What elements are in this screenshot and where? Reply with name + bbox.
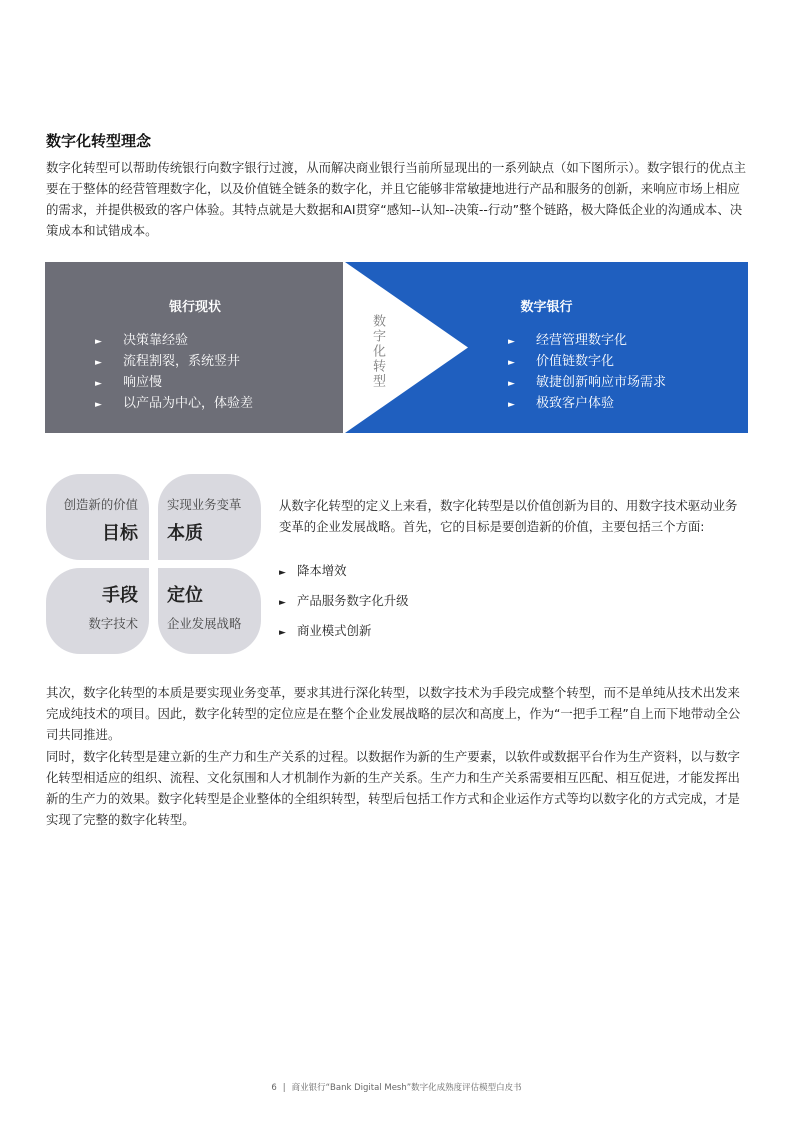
triangle-bullet-icon: ► — [508, 379, 515, 389]
digital-bank-title: 数字银行 — [520, 300, 573, 315]
triangle-bullet-icon: ► — [95, 358, 102, 368]
triangle-bullet-icon: ► — [508, 400, 515, 410]
list-item: ► 经营管理数字化 — [508, 331, 666, 352]
quadrant-heading: 手段 — [102, 585, 138, 606]
list-item: ► 产品服务数字化升级 — [279, 587, 409, 617]
triangle-bullet-icon: ► — [508, 337, 515, 347]
quadrant-caption: 实现业务变革 — [167, 497, 242, 512]
triangle-bullet-icon: ► — [95, 400, 102, 410]
footer-separator: | — [282, 1083, 286, 1093]
triangle-bullet-icon: ► — [508, 358, 515, 368]
triangle-bullet-icon: ► — [95, 337, 102, 347]
list-item: ► 价值链数字化 — [508, 352, 666, 373]
list-item: ► 决策靠经验 — [95, 331, 253, 352]
list-item: ► 商业模式创新 — [279, 617, 409, 647]
triangle-bullet-icon: ► — [279, 568, 286, 578]
triangle-bullet-icon: ► — [279, 598, 286, 608]
quadrant-heading: 本质 — [167, 523, 203, 544]
quadrant-caption: 数字技术 — [88, 616, 138, 631]
list-item: ► 以产品为中心，体验差 — [95, 394, 253, 415]
goal-list — [279, 557, 409, 647]
document-title: 商业银行“Bank Digital Mesh”数字化成熟度评估模型白皮书 — [291, 1083, 522, 1093]
transformation-diagram — [45, 262, 748, 433]
quadrant-caption: 企业发展战略 — [167, 616, 242, 631]
quadrant-essence — [158, 474, 261, 560]
current-bank-title: 银行现状 — [168, 300, 221, 315]
transition-arrow-icon — [343, 262, 469, 433]
list-item: ► 敏捷创新响应市场需求 — [508, 373, 666, 394]
triangle-bullet-icon: ► — [95, 379, 102, 389]
current-bank-list — [95, 331, 253, 415]
relations-paragraph: 同时，数字化转型是建立新的生产力和生产关系的过程。以数据作为新的生产要素，以软件或数据平台作为生产资料，以与数字化转型相适应的组织、流程、文化氛围和人才机制作为新的生产关系。生产力和生产关系需要相互匹配、相互促进，才能发挥出新的生产力的效果。数字化转型是企业整体的全组织转型，转型后包括工作方式和企业运作方式等均以数字化的方式完成，才是实现了完整的数字化转型。 — [46, 749, 740, 827]
definition-paragraph: 从数字化转型的定义上来看，数字化转型是以价值创新为目的、用数字技术驱动业务变革的企业发展战略。首先，它的目标是要创造新的价值，主要包括三个方面: — [279, 498, 738, 534]
quadrant-caption: 创造新的价值 — [63, 497, 138, 512]
intro-paragraph: 数字化转型可以帮助传统银行向数字银行过渡，从而解决商业银行当前所显现出的一系列缺点（如下图所示）。数字银行的优点主要在于整体的经营管理数字化，以及价值链全链条的数字化，并且它能够非常敏捷地进行产品和服务的创新，来响应市场上相应的需求，并提供极致的客户体验。其特点就是大数据和AI贯穿“感知--认知--决策--行动”整个链路，极大降低企业的沟通成本、决策成本和试错成本。 — [46, 160, 747, 238]
list-item: ► 流程割裂，系统竖井 — [95, 352, 253, 373]
transformation-label: 数字化转型 — [370, 314, 385, 389]
quadrant-heading: 定位 — [167, 585, 203, 606]
quadrant-positioning — [158, 568, 261, 654]
list-item: ► 极致客户体验 — [508, 394, 666, 415]
essence-paragraph: 其次，数字化转型的本质是要实现业务变革，要求其进行深化转型，以数字技术为手段完成整个转型，而不是单纯从技术出发来完成纯技术的项目。因此，数字化转型的定位应是在整个企业发展战略的层次和高度上，作为“一把手工程”自上而下地带动全公司共同推进。 — [46, 685, 741, 742]
quadrant-goal — [46, 474, 149, 560]
page-number: 6 — [271, 1083, 277, 1093]
section-title: 数字化转型理念 — [46, 132, 152, 150]
quadrant-heading: 目标 — [102, 523, 138, 544]
list-item: ► 降本增效 — [279, 557, 409, 587]
triangle-bullet-icon: ► — [279, 628, 286, 638]
quadrant-means — [46, 568, 149, 654]
current-bank-panel — [45, 262, 345, 433]
list-item: ► 响应慢 — [95, 373, 253, 394]
page-footer — [0, 1081, 793, 1093]
digital-bank-list — [508, 331, 666, 415]
